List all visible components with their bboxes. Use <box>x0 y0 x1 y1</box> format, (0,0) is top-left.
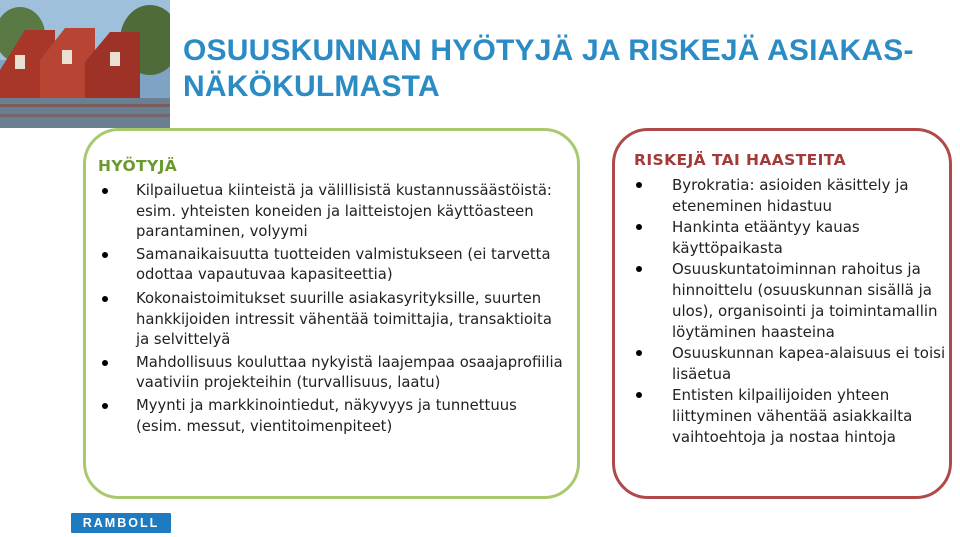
risks-list <box>630 175 948 448</box>
benefit-text: Myynti ja markkinointiedut, näkyvyys ja tunnettuus (esim. messut, vientitoimenpiteet) <box>136 396 517 435</box>
risk-text: Entisten kilpailijoiden yhteen liittyminen vähentää asiakkailta vaihtoehtoja ja nostaa hintoja <box>672 385 913 446</box>
bullet-icon <box>636 266 642 272</box>
list-item <box>630 343 948 385</box>
list-item <box>630 217 948 259</box>
bullet-icon <box>102 188 108 194</box>
benefits-heading: HYÖTYJÄ <box>98 157 178 175</box>
list-item <box>96 289 566 351</box>
benefit-text: Kilpailuetua kiinteistä ja välillisistä kustannussäästöistä: esim. yhteisten koneiden ja laitteistojen käyttöasteen parantaminen, volyymi <box>136 182 552 241</box>
list-item <box>630 259 948 342</box>
page-title: OSUUSKUNNAN HYÖTYJÄ JA RISKEJÄ ASIAKAS-NÄKÖKULMASTA <box>183 34 914 103</box>
bullet-icon <box>636 350 642 356</box>
list-item <box>96 396 566 437</box>
list-item <box>96 181 566 243</box>
bullet-icon <box>636 224 642 230</box>
risk-text: Byrokratia: asioiden käsittely ja eteneminen hidastuu <box>672 176 909 215</box>
risk-text: Osuuskuntatoiminnan rahoitus ja hinnoittelu (osuuskunnan sisällä ja ulos), organisointi ja toimintamallin löytäminen haasteina <box>672 260 938 341</box>
bullet-icon <box>636 392 642 398</box>
list-item <box>96 353 566 394</box>
bullet-icon <box>102 296 108 302</box>
risk-text: Hankinta etääntyy kauas käyttöpaikasta <box>672 218 860 257</box>
header-photo <box>0 0 170 128</box>
bullet-icon <box>102 403 108 409</box>
risk-text: Osuuskunnan kapea-alaisuus ei toisi lisäetua <box>672 343 946 383</box>
benefits-panel <box>83 128 580 499</box>
benefits-list <box>96 181 566 439</box>
bullet-icon <box>102 252 108 258</box>
benefit-text: Kokonaistoimitukset suurille asiakasyrityksille, suurten hankkijoiden intressit vähentää toimittajia, transaktioita ja selvittelyä <box>136 289 552 349</box>
list-item <box>630 175 948 217</box>
list-item <box>630 385 948 447</box>
benefit-text: Samanaikaisuutta tuotteiden valmistukseen (ei tarvetta odottaa vapautuvaa kapasiteettia) <box>136 245 551 284</box>
risks-heading: RISKEJÄ TAI HAASTEITA <box>634 151 846 169</box>
benefit-text: Mahdollisuus kouluttaa nykyistä laajempaa osaajaprofiilia vaativiin projekteihin (turvallisuus, laatu) <box>136 353 563 392</box>
risks-panel <box>612 128 952 499</box>
ramboll-logo: RAMBOLL <box>71 513 171 533</box>
list-item <box>96 245 566 286</box>
bullet-icon <box>636 182 642 188</box>
bullet-icon <box>102 360 108 366</box>
